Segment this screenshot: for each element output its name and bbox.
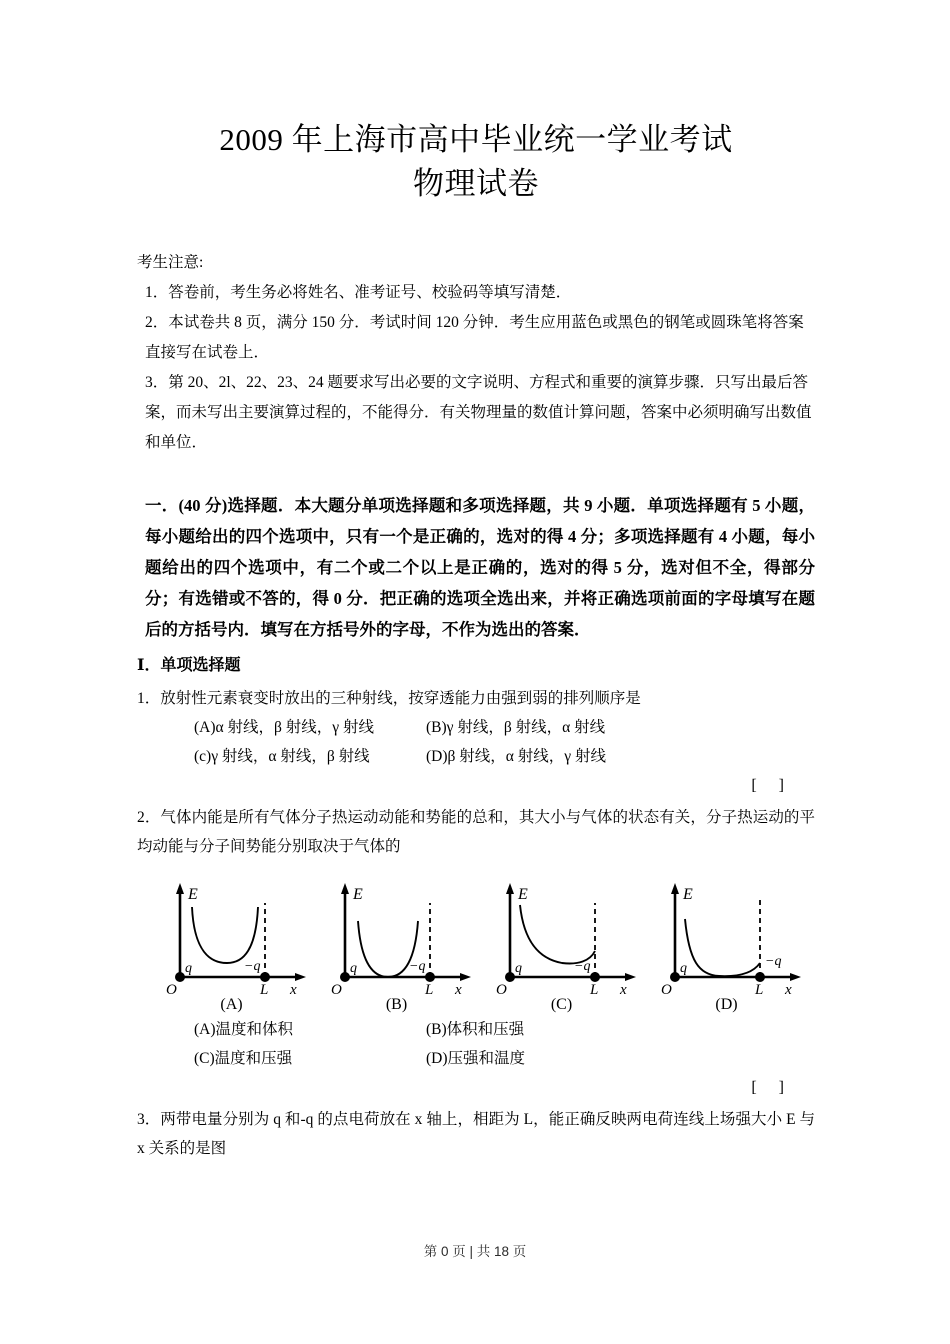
- question-2-option-a[interactable]: (A)温度和体积: [194, 1021, 294, 1038]
- page-content: [137, 0, 815, 1163]
- figure-d-label: (D): [715, 996, 738, 1013]
- figure-d-graph: [647, 877, 807, 997]
- question-1-answer-bracket[interactable]: [ ]: [751, 777, 793, 794]
- figure-a-graph: [152, 877, 312, 997]
- candidate-notice: [137, 248, 815, 458]
- notice-item-1: 1．答卷前，考生务必将姓名、准考证号、校验码等填写清楚．: [145, 284, 572, 301]
- title-line-2: 物理试卷: [413, 166, 539, 201]
- svg-text:E: E: [187, 886, 198, 903]
- svg-text:L: L: [589, 982, 598, 997]
- notice-item-3: 3．第 20、2l、22、23、24 题要求写出必要的文字说明、方程式和重要的演算步骤．只写出最后答案，而未写出主要演算过程的，不能得分．有关物理量的数值计算问题，答案中必须明确写出数值和单位．: [145, 374, 812, 451]
- svg-text:q: q: [184, 961, 192, 976]
- svg-text:−q: −q: [573, 959, 590, 974]
- page-title: [137, 0, 815, 206]
- svg-text:x: x: [454, 982, 462, 997]
- question-1-option-c[interactable]: (c)γ 射线，α 射线，β 射线: [194, 748, 370, 765]
- question-1-stem: 1．放射性元素衰变时放出的三种射线，按穿透能力由强到弱的排列顺序是: [137, 690, 641, 707]
- question-2-option-d[interactable]: (D)压强和温度: [426, 1050, 526, 1067]
- question-1-option-b[interactable]: (B)γ 射线，β 射线，α 射线: [426, 719, 606, 736]
- page-footer: 第 0 页 | 共 18 页: [423, 1244, 527, 1259]
- svg-text:O: O: [330, 982, 342, 997]
- question-1-option-row-2: [137, 742, 815, 771]
- notice-item-2: 2．本试卷共 8 页，满分 150 分．考试时间 120 分钟．考生应用蓝色或黑色的钢笔或圆珠笔将答案直接写在试卷上．: [145, 314, 804, 361]
- question-1-option-row-1: [137, 713, 815, 742]
- section-one-instructions: 一．(40 分)选择题．本大题分单项选择题和多项选择题，共 9 小题．单项选择题有 5 小题，每小题给出的四个选项中，只有一个是正确的，选对的得 4 分；多项选择题有 4 小题，每小题给出的四个选项中，有二个或二个以上是正确的，选对的得 5 分，选对但不全，得部分分；有选错或不答的，得 0 分．把正确的选项全选出来，并将正确选项前面的字母填写在题后的方括号内．填写在方括号外的字母，不作为选出的答案．: [145, 496, 815, 639]
- question-1-option-d[interactable]: (D)β 射线，α 射线，γ 射线: [426, 748, 606, 765]
- svg-text:q: q: [679, 961, 687, 976]
- figure-c: [479, 877, 644, 1015]
- question-3-figure-group: [137, 877, 815, 1015]
- svg-text:−q: −q: [764, 954, 781, 969]
- svg-text:L: L: [754, 982, 763, 997]
- figure-a: [149, 877, 314, 1015]
- title-line-1: 2009 年上海市高中毕业统一学业考试: [219, 122, 733, 157]
- subsection-header-single-choice: Ⅰ．单项选择题: [137, 657, 241, 674]
- svg-text:x: x: [784, 982, 792, 997]
- svg-text:x: x: [289, 982, 297, 997]
- figure-c-graph: [482, 877, 642, 997]
- figure-b-label: (B): [385, 996, 408, 1013]
- svg-text:L: L: [424, 982, 433, 997]
- figure-b: [314, 877, 479, 1015]
- question-3: [137, 1105, 815, 1163]
- svg-text:E: E: [682, 886, 693, 903]
- svg-text:O: O: [495, 982, 507, 997]
- svg-text:−q: −q: [408, 959, 425, 974]
- svg-text:q: q: [514, 961, 522, 976]
- svg-text:E: E: [517, 886, 528, 903]
- svg-text:−q: −q: [243, 959, 260, 974]
- svg-text:q: q: [349, 961, 357, 976]
- question-2-option-b[interactable]: (B)体积和压强: [426, 1021, 525, 1038]
- figure-d: [644, 877, 809, 1015]
- notice-heading: 考生注意:: [137, 254, 204, 271]
- figure-b-graph: [317, 877, 477, 997]
- svg-text:E: E: [352, 886, 363, 903]
- svg-text:L: L: [259, 982, 268, 997]
- svg-text:x: x: [619, 982, 627, 997]
- question-1-option-a[interactable]: (A)α 射线，β 射线，γ 射线: [194, 719, 374, 736]
- question-1: [137, 684, 815, 799]
- figure-a-label: (A): [220, 996, 243, 1013]
- question-2-option-row-1: [137, 1015, 815, 1044]
- question-2-option-c[interactable]: (C)温度和压强: [194, 1050, 293, 1067]
- question-2-stem: 2．气体内能是所有气体分子热运动动能和势能的总和，其大小与气体的状态有关，分子热运动的平均动能与分子间势能分别取决于气体的: [137, 809, 815, 855]
- svg-text:O: O: [165, 982, 177, 997]
- figure-c-label: (C): [550, 996, 573, 1013]
- question-2-option-row-2: [137, 1044, 815, 1073]
- question-2-answer-bracket[interactable]: [ ]: [751, 1079, 793, 1096]
- question-2: [137, 803, 815, 1101]
- question-3-stem: 3．两带电量分别为 q 和-q 的点电荷放在 x 轴上，相距为 L，能正确反映两电荷连线上场强大小 E 与 x 关系的是图: [137, 1111, 815, 1157]
- svg-text:O: O: [660, 982, 672, 997]
